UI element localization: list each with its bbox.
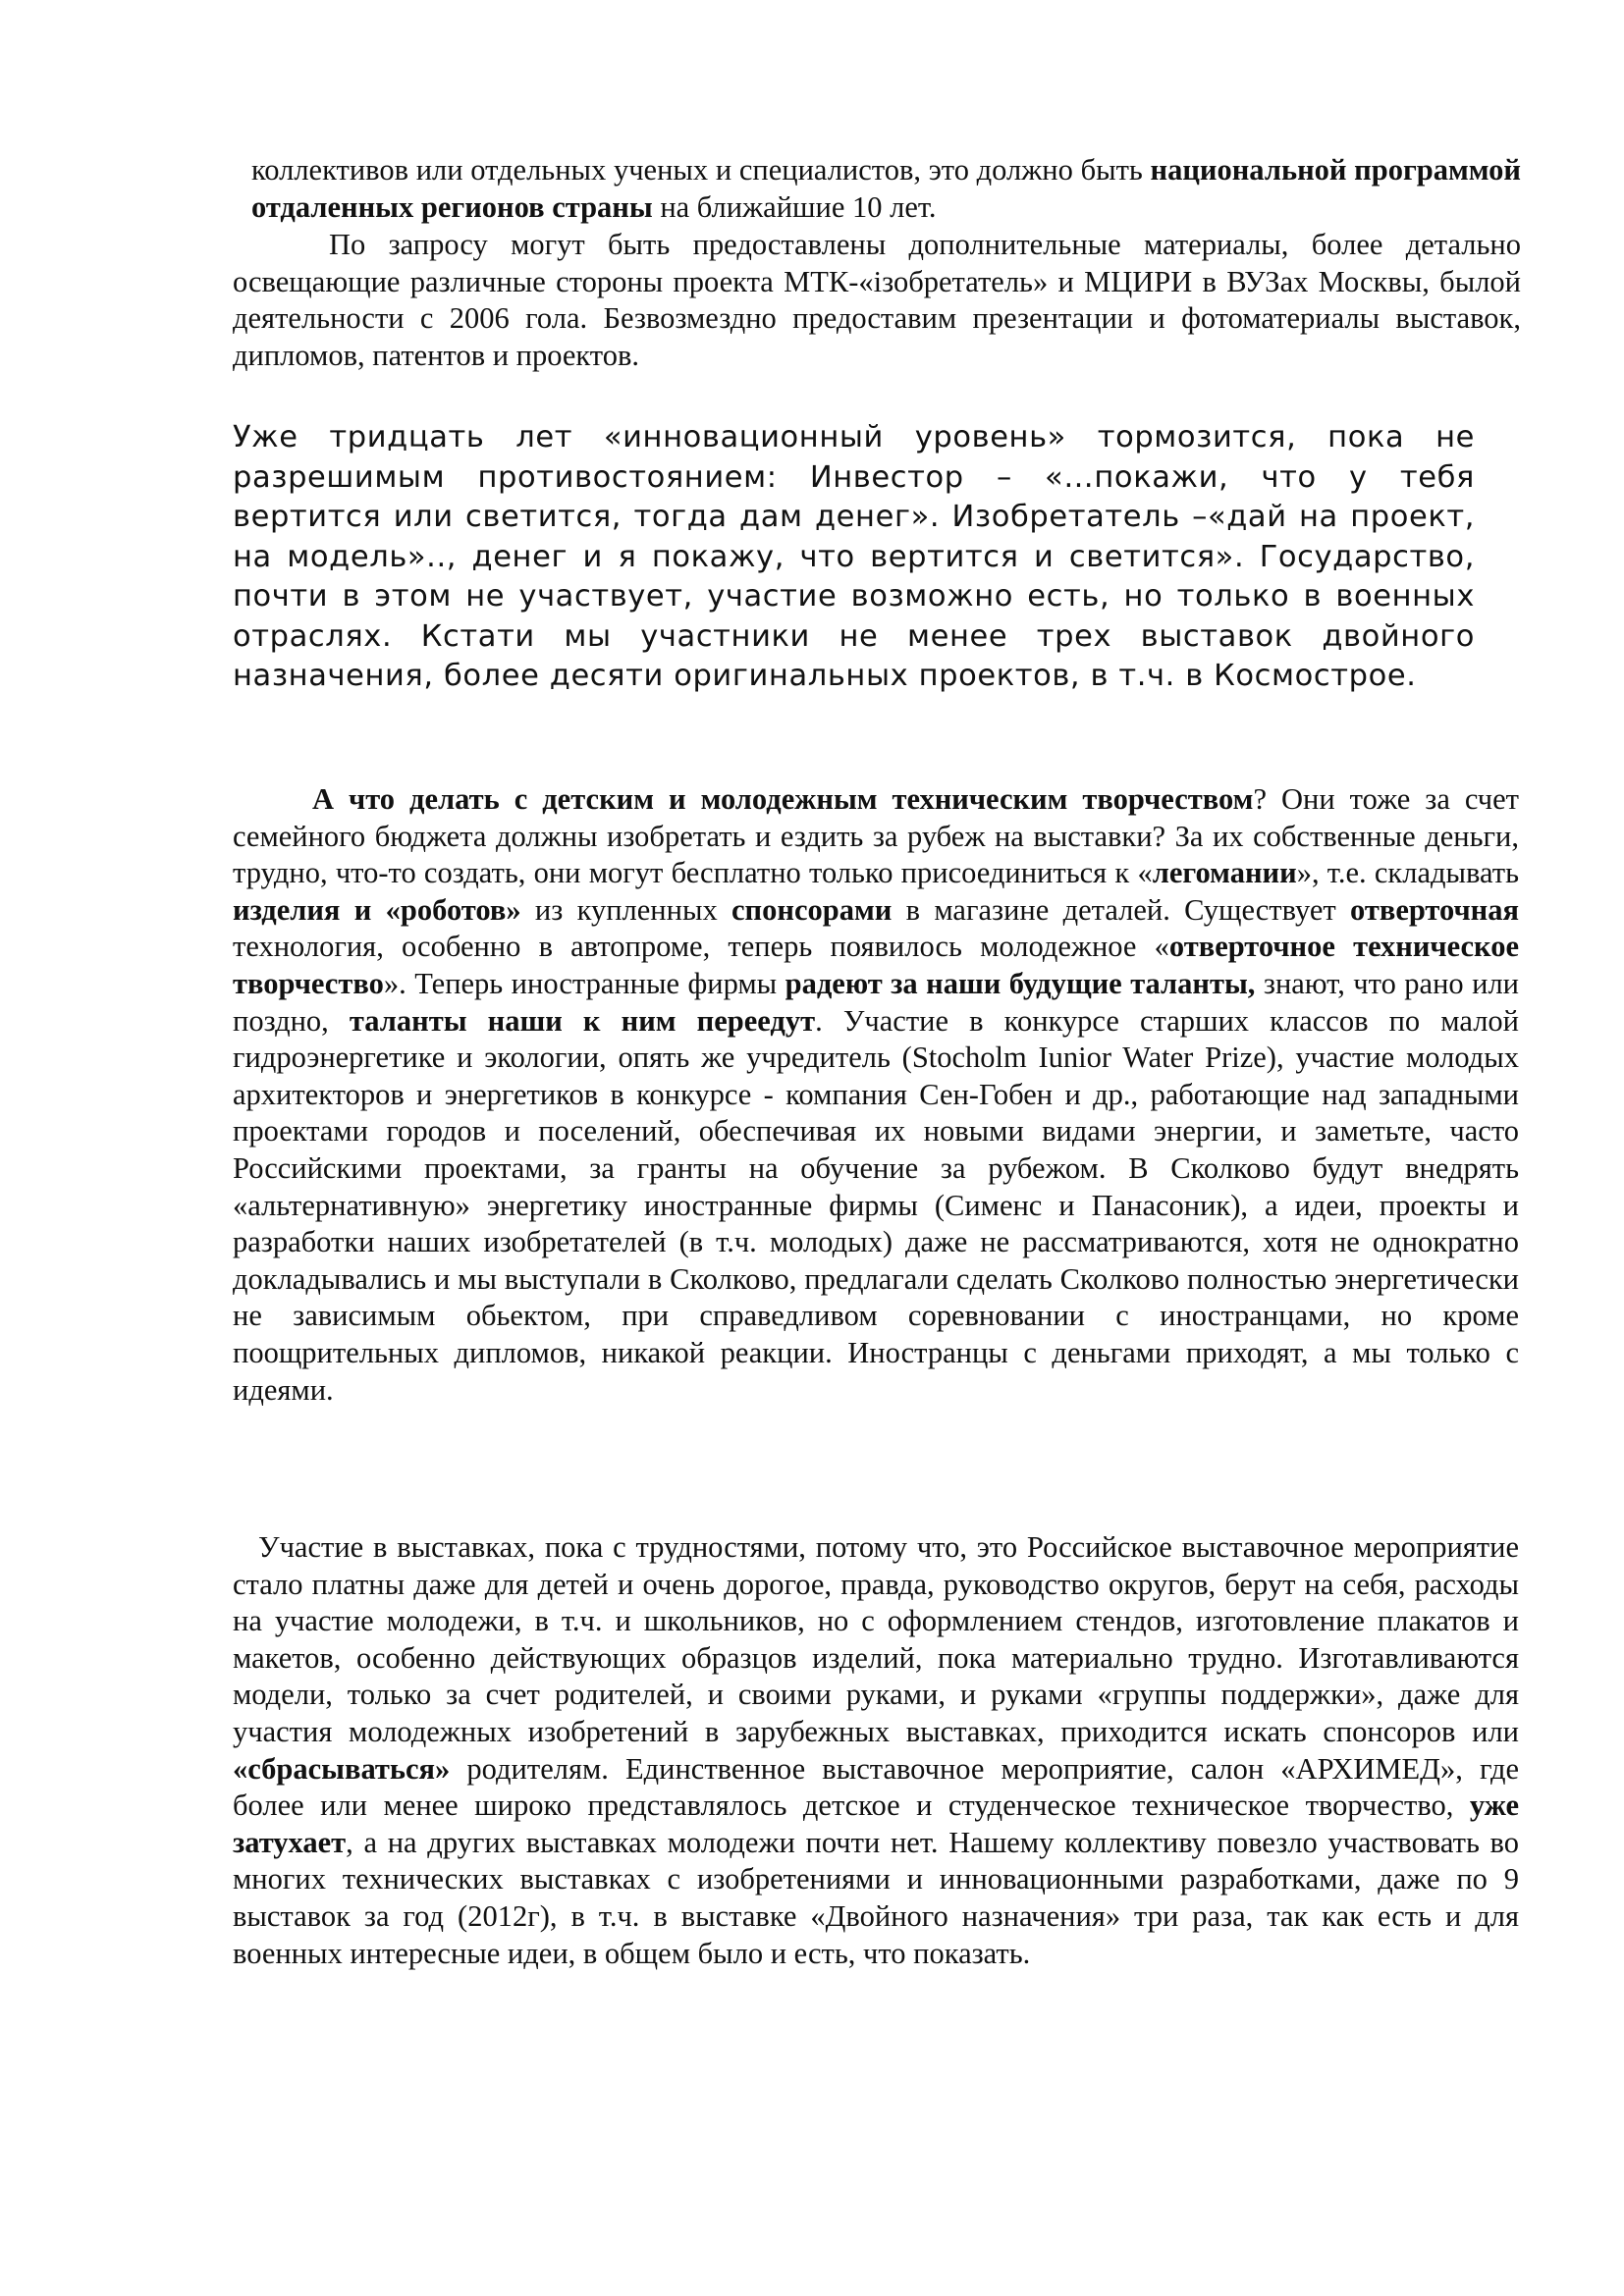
text-run: на ближайшие 10 лет. [652, 189, 937, 224]
text-run-bold: легомании [1152, 856, 1297, 890]
text-run-bold: «сбрасываться» [233, 1751, 451, 1786]
text-run-bold: отверточное техническое творчество [233, 930, 1519, 1000]
text-run: По запросу могут быть предоставлены дополнительные материалы, более детально освещающие различные стороны проекта МТК-«iзобретатель» и МЦИРИ в ВУЗах Москвы, былой деятельности с 2006 гола. Безвозмездно предоставим презентации и фотоматериалы выставок, дипломов, патентов и проектов. [233, 228, 1521, 372]
paragraph-materials [233, 227, 1521, 374]
text-run-bold: уже затухает [233, 1789, 1519, 1859]
text-run: в магазине деталей. Существует [892, 892, 1351, 927]
paragraph-innovation [233, 418, 1475, 697]
text-run: , а на других выставках молодежи почти нет. Нашему коллективу повезло участвовать во многих технических выставках с изобретениями и инновационными разработками, даже по 9 выставок за год (2012г), в т.ч. в выставке «Двойного назначения» три раза, так как есть и для военных интересные идеи, в общем было и есть, что показать. [233, 1825, 1519, 1970]
text-run: ». Теперь иностранные фирмы [383, 966, 785, 1000]
text-run: знают, что рано или поздно, [233, 966, 1519, 1038]
text-run: технология, особенно в автопроме, теперь появилось молодежное « [233, 930, 1169, 964]
text-run: коллективов или отдельных ученых и специалистов, это должно быть [251, 153, 1151, 187]
paragraph-youth-creativity [233, 781, 1519, 1409]
text-run-bold: отверточная [1350, 892, 1519, 927]
text-run: родителям. Единственное выставочное мероприятие, салон «АРХИМЕД», где более или менее широко представлялось детское и студенческое техническое творчество, [233, 1751, 1519, 1823]
text-run-bold: национальной программой отдаленных регионов страны [251, 153, 1521, 224]
text-run-bold: А что делать с детским и молодежным техническим творчеством [312, 782, 1254, 816]
text-run-bold: таланты наши к ним переедут [349, 1003, 816, 1038]
text-run: Уже тридцать лет «инновационный уровень» тормозится, пока не разрешимым противостоянием: Инвестор – «…покажи, что у тебя вертится или светится, тогда дам денег». Изобретатель –«дай на проект, на модель».., денег и я покажу, что вертится и светится». Государство, почти в этом не участвует, участие возможно есть, но только в военных отраслях. Кстати мы участники не менее трех выставок двойного назначения, более десяти оригинальных проектов, в т.ч. в Космострое. [233, 420, 1475, 693]
text-run-bold: радеют за наши будущие таланты, [785, 966, 1256, 1000]
paragraph-continuation [251, 152, 1521, 226]
text-run: . Участие в конкурсе старших классов по малой гидроэнергетике и экологии, опять же учредитель (Stocholm Iunior Water Prize), участие молодых архитекторов и энергетиков в конкурсе - компания Сен-Гобен и др., работающие над западными проектами городов и поселений, обеспечивая их новыми видами энергии, и заметьте, часто Российскими проектами, за гранты на обучение за рубежом. В Сколково будут внедрять «альтернативную» энергетику иностранные фирмы (Сименс и Панасоник), а идеи, проекты и разработки наших изобретателей (в т.ч. молодых) даже не рассматриваются, хотя не однократно докладывались и мы выступали в Сколково, предлагали сделать Сколково полностью энергетически не зависимым обьектом, при справедливом соревновании с иностранцами, но кроме поощрительных дипломов, никакой реакции. Иностранцы с деньгами приходят, а мы только с идеями. [233, 1003, 1519, 1407]
text-run: ? Они тоже за счет семейного бюджета должны изобретать и ездить за рубеж на выставки? За их собственные деньги, трудно, что-то создать, они могут бесплатно только присоединиться к « [233, 782, 1519, 890]
text-run-bold: спонсорами [731, 892, 893, 927]
text-run: », т.е. складывать [1296, 856, 1519, 890]
paragraph-exhibitions [233, 1529, 1519, 1972]
text-run-bold: изделия и «роботов» [233, 892, 521, 927]
text-run: Участие в выставках, пока с трудностями, потому что, это Российское выставочное мероприятие стало платны даже для детей и очень дорогое, правда, руководство округов, берут на себя, расходы на участие молодежи, в т.ч. и школьников, но с оформлением стендов, изготовление плакатов и макетов, особенно действующих образцов изделий, пока материально трудно. Изготавливаются модели, только за счет родителей, и своими руками, и руками «группы поддержки», даже для участия молодежных изобретений в зарубежных выставках, приходится искать спонсоров или [233, 1530, 1519, 1748]
text-run: из купленных [520, 892, 732, 927]
